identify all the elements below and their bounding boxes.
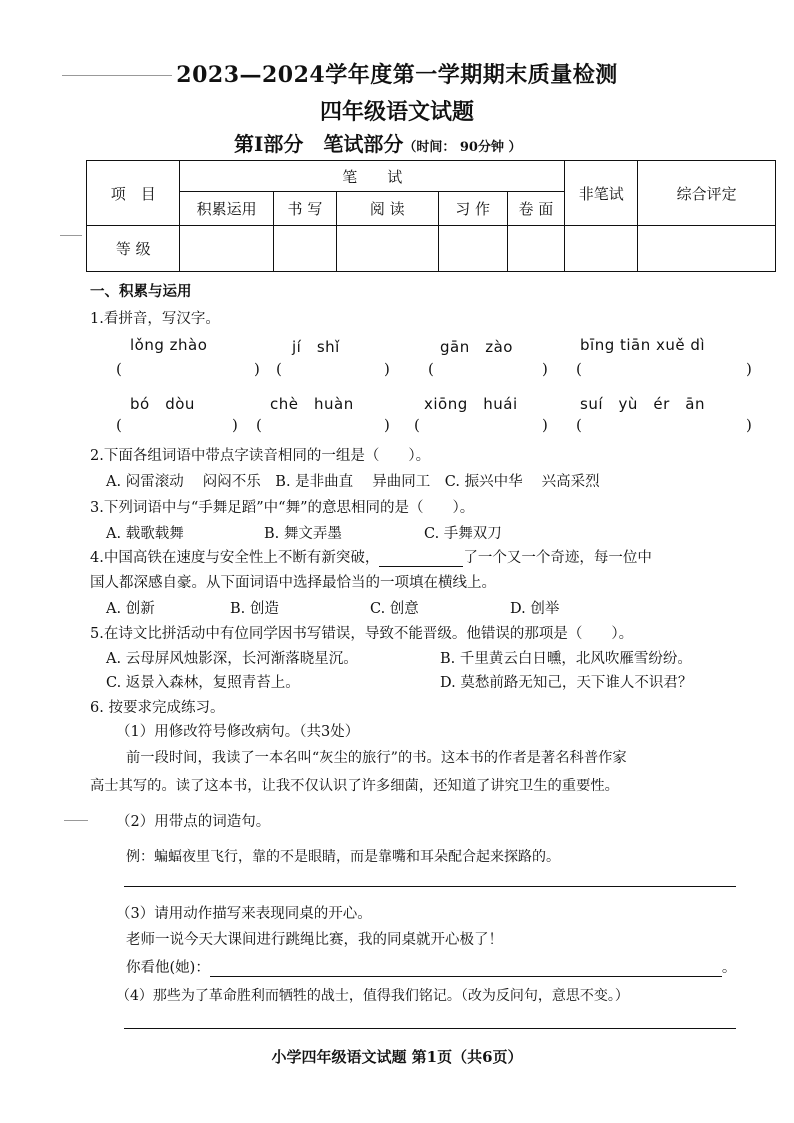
- grade-cell[interactable]: [507, 226, 564, 272]
- page-footer: 小学四年级语文试题 第1页（共6页）: [271, 1048, 523, 1066]
- grade-table: [86, 160, 776, 272]
- q6-part3-prompt-line: [126, 956, 736, 977]
- q5-option-d: D. 莫愁前路无知己，天下谁人不识君？: [440, 675, 693, 691]
- exam-subtitle: 四年级语文试题: [319, 99, 474, 125]
- q6-part3-prompt: 你看他(她)：: [126, 960, 210, 976]
- q5-option-a: A. 云母屏风烛影深，长河渐落晓星沉。: [106, 651, 358, 667]
- q4-stem-line1: [90, 546, 652, 567]
- answer-paren-close: ): [746, 360, 752, 378]
- q6-part3: （3）请用动作描写来表现同桌的开心。: [116, 906, 372, 922]
- q6-part2: （2）用带点的词造句。: [116, 814, 271, 830]
- pinyin-6: chè huàn: [270, 395, 354, 413]
- q6-part1: （1）用修改符号修改病句。（共3处）: [116, 724, 360, 740]
- answer-paren-close: ): [542, 360, 548, 378]
- q2-options: A. 闷雷滚动 闷闷不乐 B. 是非曲直 异曲同工 C. 振兴中华 兴高采烈: [106, 474, 600, 490]
- answer-paren-open: (: [256, 416, 262, 434]
- scan-mark: [60, 235, 82, 236]
- answer-line[interactable]: [124, 1028, 736, 1029]
- scan-mark: [64, 820, 88, 821]
- answer-paren-open: (: [428, 360, 434, 378]
- answer-paren-close: ): [254, 360, 260, 378]
- grade-cell[interactable]: [438, 226, 507, 272]
- q5-option-b: B. 千里黄云白日曛，北风吹雁雪纷纷。: [440, 651, 692, 667]
- grade-col-accumulation: 积累运用: [180, 192, 273, 226]
- q4-option-b: B. 创造: [230, 601, 279, 617]
- pinyin-4: bīng tiān xuě dì: [580, 336, 706, 354]
- answer-paren-open: (: [116, 360, 122, 378]
- q1-stem: 1.看拼音，写汉字。: [90, 311, 220, 327]
- q3-stem: 3.下列词语中与“手舞足蹈”中“舞”的意思相同的是（ ）。: [90, 500, 475, 516]
- q3-option-a: A. 载歌载舞: [106, 526, 184, 542]
- q4-stem-a: 4.中国高铁在速度与安全性上不断有新突破，: [90, 550, 380, 566]
- q4-option-d: D. 创举: [510, 601, 560, 617]
- period-mark: 。: [721, 960, 737, 976]
- q4-stem-b: 了一个又一个奇迹，每一位中: [463, 550, 652, 566]
- grade-cell[interactable]: [180, 226, 273, 272]
- grade-cell[interactable]: [273, 226, 336, 272]
- grade-cell[interactable]: [565, 226, 638, 272]
- q4-stem-c: 国人都深感自豪。从下面词语中选择最恰当的一项填在横线上。: [90, 575, 496, 591]
- q5-stem: 5.在诗文比拼活动中有位同学因书写错误，导致不能晋级。他错误的那项是（ ）。: [90, 626, 634, 642]
- answer-paren-close: ): [384, 416, 390, 434]
- q4-blank[interactable]: [379, 550, 463, 567]
- grade-table-nonwritten: 非笔试: [565, 161, 638, 226]
- q5-option-c: C. 返景入森林，复照青苔上。: [106, 675, 300, 691]
- part-title: [234, 128, 522, 157]
- q6-part2-example: 例：蝙蝠夜里飞行，靠的不是眼睛，而是靠嘴和耳朵配合起来探路的。: [126, 849, 560, 865]
- answer-paren-open: (: [414, 416, 420, 434]
- grade-table-level: 等 级: [87, 226, 180, 272]
- q3-option-b: B. 舞文弄墨: [264, 526, 342, 542]
- grade-col-composition: 习 作: [438, 192, 507, 226]
- grade-col-reading: 阅 读: [337, 192, 438, 226]
- q4-option-a: A. 创新: [106, 601, 155, 617]
- grade-table-overall: 综合评定: [638, 161, 776, 226]
- q6-part4: （4）那些为了革命胜利而牺牲的战士，值得我们铭记。（改为反问句，意思不变。）: [116, 988, 629, 1004]
- answer-paren-open: (: [576, 360, 582, 378]
- q6-part1-text2: 高士其写的。读了这本书，让我不仅认识了许多细菌，还知道了讲究卫生的重要性。: [90, 778, 619, 794]
- q2-stem: 2.下面各组词语中带点字读音相同的一组是（ ）。: [90, 448, 431, 464]
- answer-paren-open: (: [276, 360, 282, 378]
- section-heading: 一、积累与运用: [90, 283, 192, 300]
- answer-paren-close: ): [746, 416, 752, 434]
- grade-cell[interactable]: [638, 226, 776, 272]
- pinyin-7: xiōng huái: [424, 395, 518, 413]
- pinyin-5: bó dòu: [130, 395, 195, 413]
- time-note: （时间： 90分钟 ）: [403, 140, 522, 155]
- grade-table-item: 项 目: [87, 161, 180, 226]
- part-title-text: 第Ⅰ部分 笔试部分: [234, 132, 404, 156]
- answer-paren-close: ): [384, 360, 390, 378]
- pinyin-1: lǒng zhào: [130, 336, 208, 354]
- grade-table-written: 笔 试: [180, 161, 565, 192]
- pinyin-8: suí yù ér ān: [580, 395, 705, 413]
- answer-paren-close: ): [232, 416, 238, 434]
- exam-title: 2023—2024学年度第一学期期末质量检测: [176, 62, 618, 88]
- answer-paren-close: ): [542, 416, 548, 434]
- pinyin-2: jí shǐ: [292, 338, 340, 356]
- q3-option-c: C. 手舞双刀: [424, 526, 502, 542]
- q6-part1-text1: 前一段时间，我读了一本名叫“灰尘的旅行”的书。这本书的作者是著名科普作家: [126, 750, 627, 766]
- pinyin-3: gān zào: [440, 338, 513, 356]
- answer-paren-open: (: [576, 416, 582, 434]
- grade-cell[interactable]: [337, 226, 438, 272]
- q6-part3-text: 老师一说今天大课间进行跳绳比赛，我的同桌就开心极了！: [126, 932, 503, 948]
- grade-col-writing: 书 写: [273, 192, 336, 226]
- answer-paren-open: (: [116, 416, 122, 434]
- q4-option-c: C. 创意: [370, 601, 419, 617]
- answer-line[interactable]: [124, 886, 736, 887]
- q6-stem: 6. 按要求完成练习。: [90, 700, 225, 716]
- grade-col-neatness: 卷 面: [507, 192, 564, 226]
- q6-part3-blank[interactable]: [210, 960, 722, 977]
